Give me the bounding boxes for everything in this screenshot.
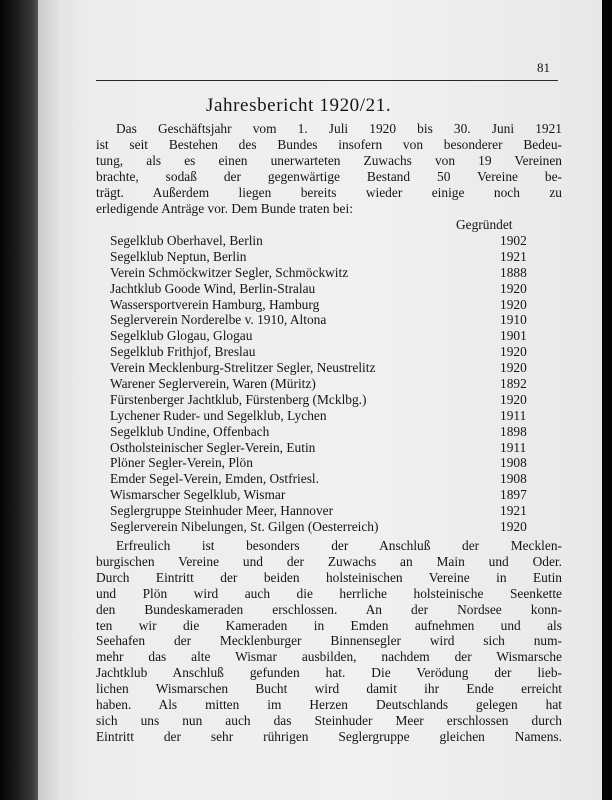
club-year: 1908 bbox=[500, 471, 527, 487]
list-item bbox=[110, 471, 542, 487]
club-year: 1920 bbox=[500, 360, 527, 376]
book-binding-shadow bbox=[0, 0, 38, 800]
club-list bbox=[110, 233, 542, 535]
club-year: 1897 bbox=[500, 487, 527, 503]
column-header-founded: Gegründet bbox=[456, 217, 513, 232]
text-line: Das Geschäftsjahr vom 1. Juli 1920 bis 30. Juni 1921 bbox=[116, 121, 562, 136]
page-edge-shadow bbox=[602, 0, 612, 800]
text-line: Durch Eintritt der beiden holsteinischen Vereine in Eutin bbox=[96, 569, 562, 585]
list-item bbox=[110, 360, 542, 376]
text-line: Seehafen der Mecklenburger Binnensegler wird sich num- bbox=[96, 633, 562, 649]
club-year: 1908 bbox=[500, 455, 527, 471]
page-title: Jahresbericht 1920/21. bbox=[206, 95, 392, 116]
club-name: Ostholsteinischer Segler-Verein, Eutin bbox=[110, 439, 316, 455]
club-name: Plöner Segler-Verein, Plön bbox=[110, 455, 253, 471]
list-item bbox=[110, 424, 542, 440]
text-line: ist seit Bestehen des Bundes insofern von besonderer Bedeu- bbox=[96, 136, 562, 152]
list-item bbox=[110, 312, 542, 328]
book-page bbox=[38, 0, 602, 800]
club-year: 1888 bbox=[500, 264, 527, 280]
club-year: 1892 bbox=[500, 376, 527, 392]
text-line: brachte, sodaß der gegenwärtige Bestand 50 Vereine be- bbox=[96, 168, 562, 184]
text-line: erledigende Anträge vor. Dem Bunde traten bei: bbox=[96, 200, 353, 216]
club-name: Warener Seglerverein, Waren (Müritz) bbox=[110, 376, 316, 392]
club-year: 1921 bbox=[500, 503, 527, 519]
club-name: Lychener Ruder- und Segelklub, Lychen bbox=[110, 407, 327, 423]
club-year: 1902 bbox=[500, 233, 527, 248]
club-year: 1911 bbox=[500, 407, 527, 423]
club-name: Verein Mecklenburg-Strelitzer Segler, Neustrelitz bbox=[110, 360, 376, 376]
club-name: Jachtklub Goode Wind, Berlin-Stralau bbox=[110, 280, 316, 296]
club-year: 1910 bbox=[500, 312, 527, 328]
club-name: Fürstenberger Jachtklub, Fürstenberg (Mcklbg.) bbox=[110, 391, 367, 407]
intro-paragraph bbox=[96, 121, 562, 216]
list-item bbox=[110, 392, 542, 408]
club-name: Seglerverein Norderelbe v. 1910, Altona bbox=[110, 312, 327, 328]
club-name: Wassersportverein Hamburg, Hamburg bbox=[110, 296, 320, 312]
text-line: haben. Als mitten im Herzen Deutschlands gelegen hat bbox=[96, 697, 562, 713]
list-item bbox=[110, 519, 542, 535]
list-item bbox=[110, 281, 542, 297]
club-name: Emder Segel-Verein, Emden, Ostfriesl. bbox=[110, 471, 319, 487]
club-name: Segelklub Frithjof, Breslau bbox=[110, 344, 256, 360]
club-year: 1920 bbox=[500, 519, 527, 535]
club-name: Segelklub Glogau, Glogau bbox=[110, 328, 253, 344]
text-line: mehr das alte Wismar ausbilden, nachdem der Wismarsche bbox=[96, 649, 562, 665]
list-item bbox=[110, 408, 542, 424]
text-line: den Bundeskameraden erschlossen. An der Nordsee konn- bbox=[96, 601, 562, 617]
list-item bbox=[110, 344, 542, 360]
club-name: Seglergruppe Steinhuder Meer, Hannover bbox=[110, 503, 334, 519]
club-name: Segelklub Undine, Offenbach bbox=[110, 423, 270, 439]
text-line: Erfreulich ist besonders der Anschluß der Mecklen- bbox=[116, 538, 562, 553]
club-year: 1898 bbox=[500, 423, 527, 439]
text-line: tung, als es einen unerwarteten Zuwachs von 19 Vereinen bbox=[96, 152, 562, 168]
text-line: und Plön wird auch die herrliche holsteinische Seenkette bbox=[96, 585, 562, 601]
club-name: Segelklub Neptun, Berlin bbox=[110, 248, 247, 264]
text-line: Eintritt der sehr rührigen Seglergruppe gleichen Namens. bbox=[96, 728, 562, 744]
club-name: Seglerverein Nibelungen, St. Gilgen (Oesterreich) bbox=[110, 519, 379, 535]
list-item bbox=[110, 455, 542, 471]
list-item bbox=[110, 265, 542, 281]
text-line: burgischen Vereine und der Zuwachs an Main und Oder. bbox=[96, 553, 562, 569]
club-name: Wismarscher Segelklub, Wismar bbox=[110, 487, 286, 503]
club-year: 1921 bbox=[500, 248, 527, 264]
text-line: lichen Wismarschen Bucht wird damit ihr Ende erreicht bbox=[96, 681, 562, 697]
list-item bbox=[110, 503, 542, 519]
club-year: 1920 bbox=[500, 296, 527, 312]
list-item bbox=[110, 376, 542, 392]
text-line: Jachtklub Anschluß gefunden hat. Die Verödung der lieb- bbox=[96, 665, 562, 681]
list-item bbox=[110, 328, 542, 344]
text-line: ten wir die Kameraden in Emden aufnehmen und als bbox=[96, 617, 562, 633]
club-year: 1911 bbox=[500, 439, 527, 455]
club-year: 1920 bbox=[500, 391, 527, 407]
text-line: sich uns nun auch das Steinhuder Meer erschlossen durch bbox=[96, 712, 562, 728]
club-name: Segelklub Oberhavel, Berlin bbox=[110, 233, 263, 248]
club-year: 1901 bbox=[500, 328, 527, 344]
page-number: 81 bbox=[537, 60, 550, 75]
list-item bbox=[110, 249, 542, 265]
club-year: 1920 bbox=[500, 344, 527, 360]
header-rule bbox=[96, 80, 558, 81]
list-item bbox=[110, 233, 542, 249]
list-item bbox=[110, 440, 542, 456]
list-item bbox=[110, 297, 542, 313]
club-name: Verein Schmöckwitzer Segler, Schmöckwitz bbox=[110, 264, 349, 280]
list-item bbox=[110, 487, 542, 503]
text-line: trägt. Außerdem liegen bereits wieder einige noch zu bbox=[96, 184, 562, 200]
closing-paragraph bbox=[96, 538, 562, 745]
club-year: 1920 bbox=[500, 280, 527, 296]
